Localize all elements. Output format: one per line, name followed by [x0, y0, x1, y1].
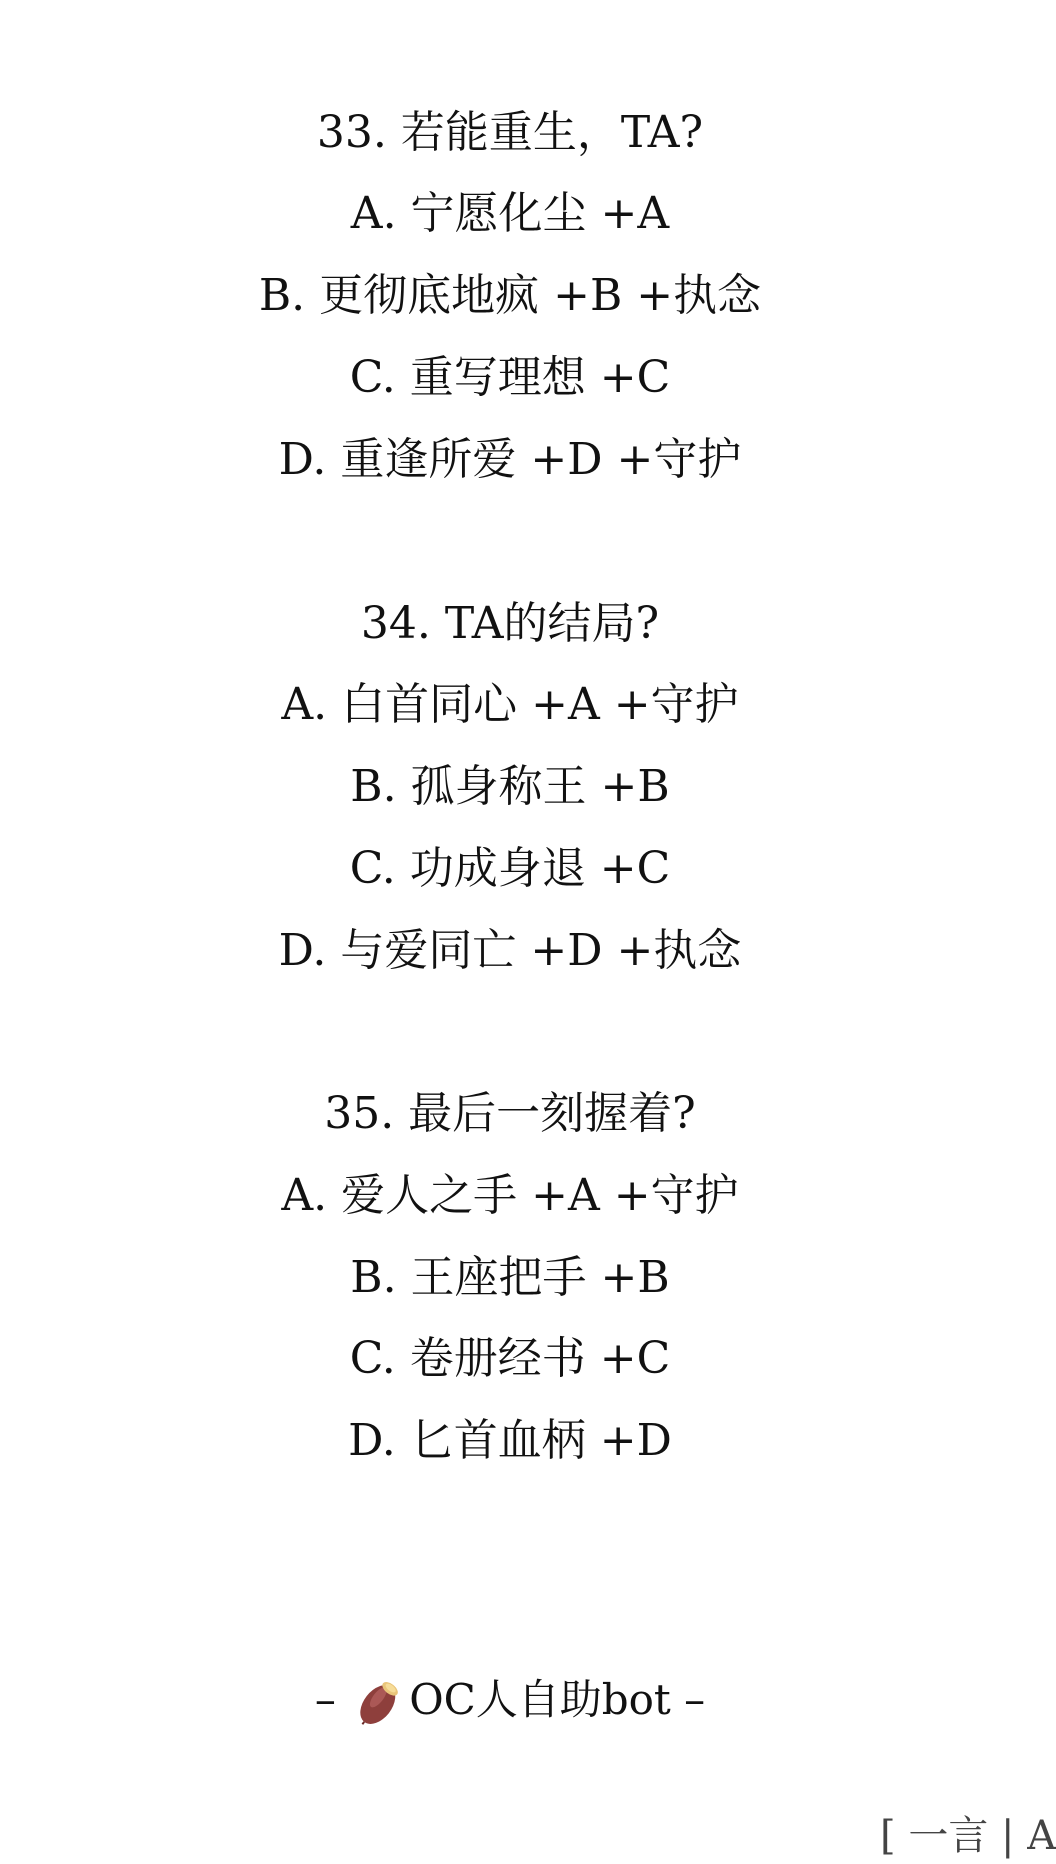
question-34-option-a: A. 白首同心 +A +守护	[281, 679, 739, 730]
question-35-option-c: C. 卷册经书 +C	[349, 1333, 671, 1384]
question-33-option-d: D. 重逢所爱 +D +守护	[278, 434, 742, 485]
question-35-option-d: D. 匕首血柄 +D	[348, 1415, 672, 1466]
question-33-option-c: C. 重写理想 +C	[349, 352, 671, 403]
sweet-potato-icon	[351, 1675, 407, 1731]
footer-prefix: –	[314, 1675, 350, 1724]
question-33-title: 33. 若能重生，TA?	[316, 107, 704, 158]
footer-signature	[0, 1672, 1020, 1731]
corner-tag: [ 一言 | A	[880, 1813, 1056, 1859]
question-34-option-b: B. 孤身称王 +B	[350, 761, 670, 812]
question-34-option-d: D. 与爱同亡 +D +执念	[278, 925, 742, 976]
question-35-title: 35. 最后一刻握着?	[324, 1088, 696, 1139]
question-34-option-c: C. 功成身退 +C	[349, 843, 671, 894]
question-34-title: 34. TA的结局?	[360, 598, 660, 649]
question-33-option-a: A. 宁愿化尘 +A	[350, 188, 670, 239]
question-35-option-a: A. 爱人之手 +A +守护	[281, 1170, 739, 1221]
footer-text: OC人自助bot –	[409, 1675, 706, 1724]
question-33-option-b: B. 更彻底地疯 +B +执念	[258, 270, 762, 321]
question-35-option-b: B. 王座把手 +B	[350, 1252, 670, 1303]
